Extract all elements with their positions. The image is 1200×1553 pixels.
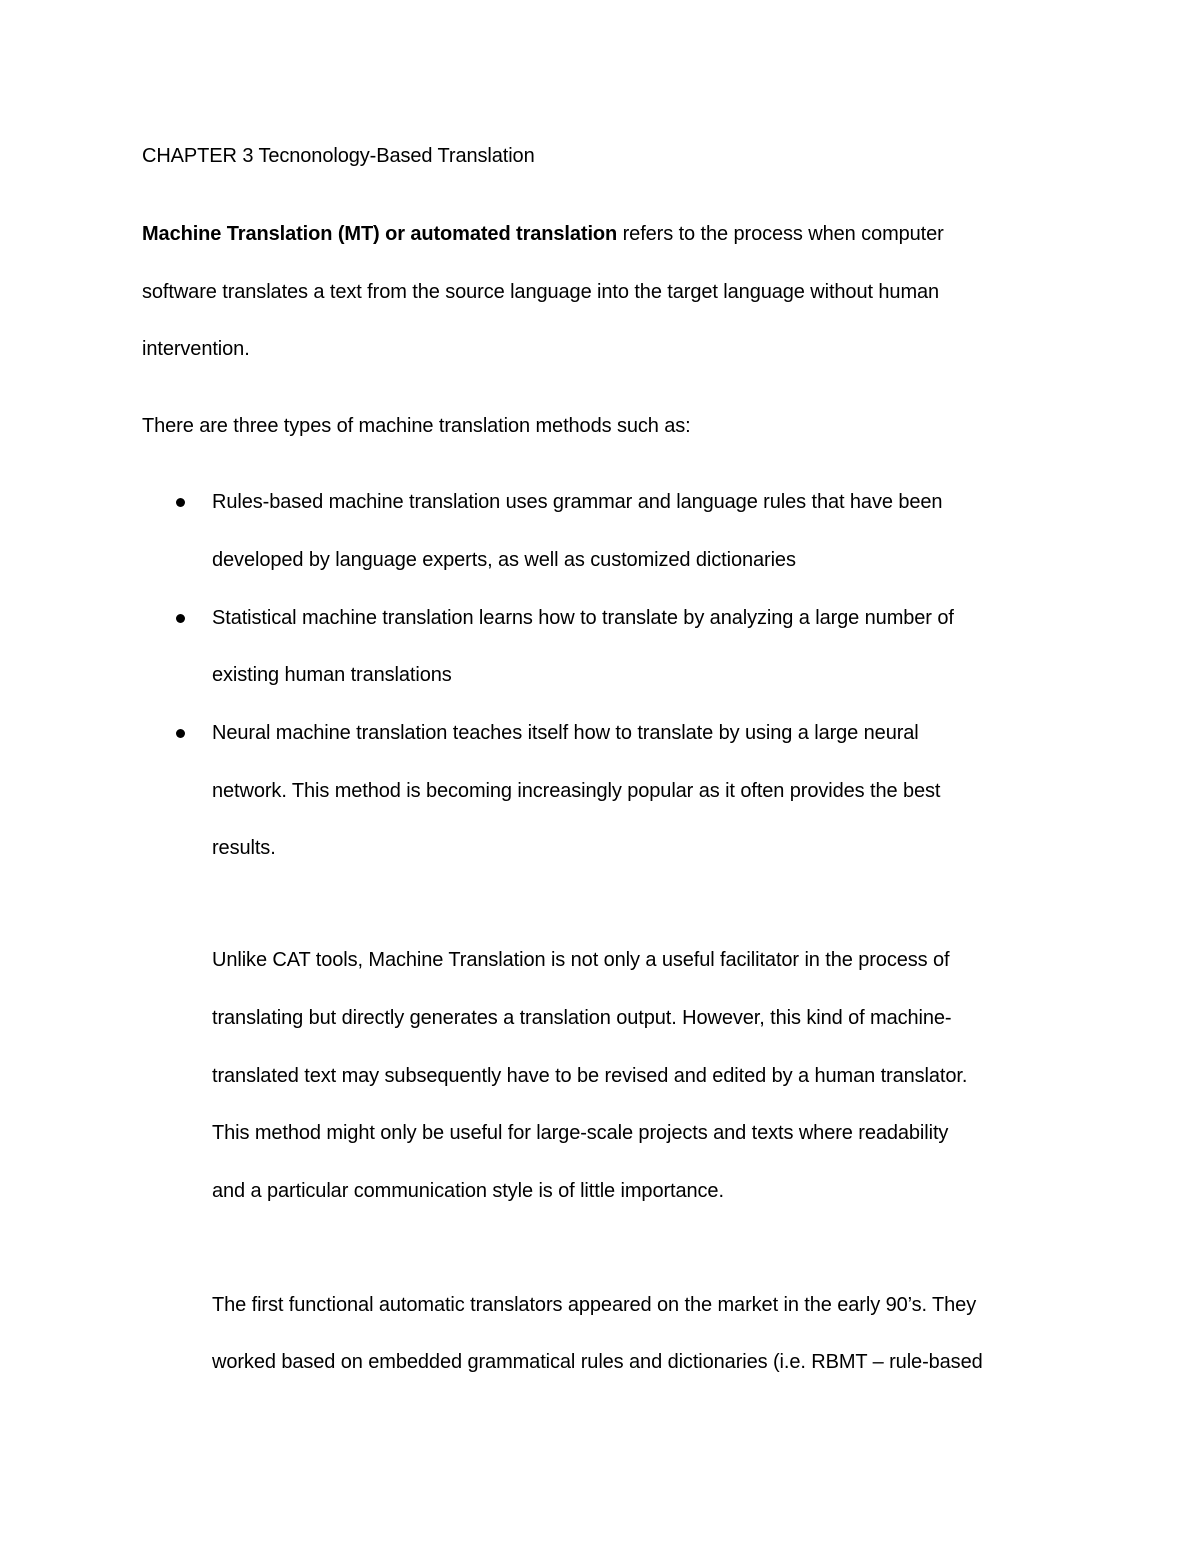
- list-item-1-line-2: developed by language experts, as well as customized dictionaries: [212, 549, 796, 571]
- history-paragraph-line-2: worked based on embedded grammatical rules and dictionaries (i.e. RBMT – rule-based: [212, 1351, 983, 1373]
- bullet-icon: [176, 498, 185, 507]
- cat-paragraph-line-5: and a particular communication style is of little importance.: [212, 1180, 724, 1202]
- history-paragraph-line-1: The first functional automatic translators appeared on the market in the early 90’s. They: [212, 1294, 977, 1316]
- list-item-3-line-2: network. This method is becoming increasingly popular as it often provides the best: [212, 780, 941, 802]
- intro-line-3: intervention.: [142, 338, 250, 360]
- intro-line-1: [142, 222, 944, 246]
- intro-line-2: software translates a text from the source language into the target language without human: [142, 281, 940, 303]
- cat-paragraph-line-2: translating but directly generates a translation output. However, this kind of machine-: [212, 1007, 952, 1029]
- intro-term: Machine Translation (MT) or automated translation: [142, 223, 618, 245]
- intro-line-1-rest: refers to the process when computer: [617, 223, 944, 245]
- bullet-icon: [176, 729, 185, 738]
- list-item-2-line-1: Statistical machine translation learns how to translate by analyzing a large number of: [212, 607, 954, 629]
- list-item-2-line-2: existing human translations: [212, 664, 452, 686]
- types-intro: There are three types of machine translation methods such as:: [142, 415, 691, 437]
- chapter-heading: CHAPTER 3 Tecnonology-Based Translation: [142, 145, 535, 167]
- cat-paragraph-line-3: translated text may subsequently have to be revised and edited by a human translator.: [212, 1065, 968, 1087]
- list-item-3-line-1: Neural machine translation teaches itself how to translate by using a large neural: [212, 722, 919, 744]
- bullet-icon: [176, 614, 185, 623]
- list-item-1-line-1: Rules-based machine translation uses grammar and language rules that have been: [212, 491, 943, 513]
- cat-paragraph-line-4: This method might only be useful for large-scale projects and texts where readability: [212, 1122, 949, 1144]
- cat-paragraph-line-1: Unlike CAT tools, Machine Translation is not only a useful facilitator in the process of: [212, 949, 950, 971]
- list-item-3-line-3: results.: [212, 837, 276, 859]
